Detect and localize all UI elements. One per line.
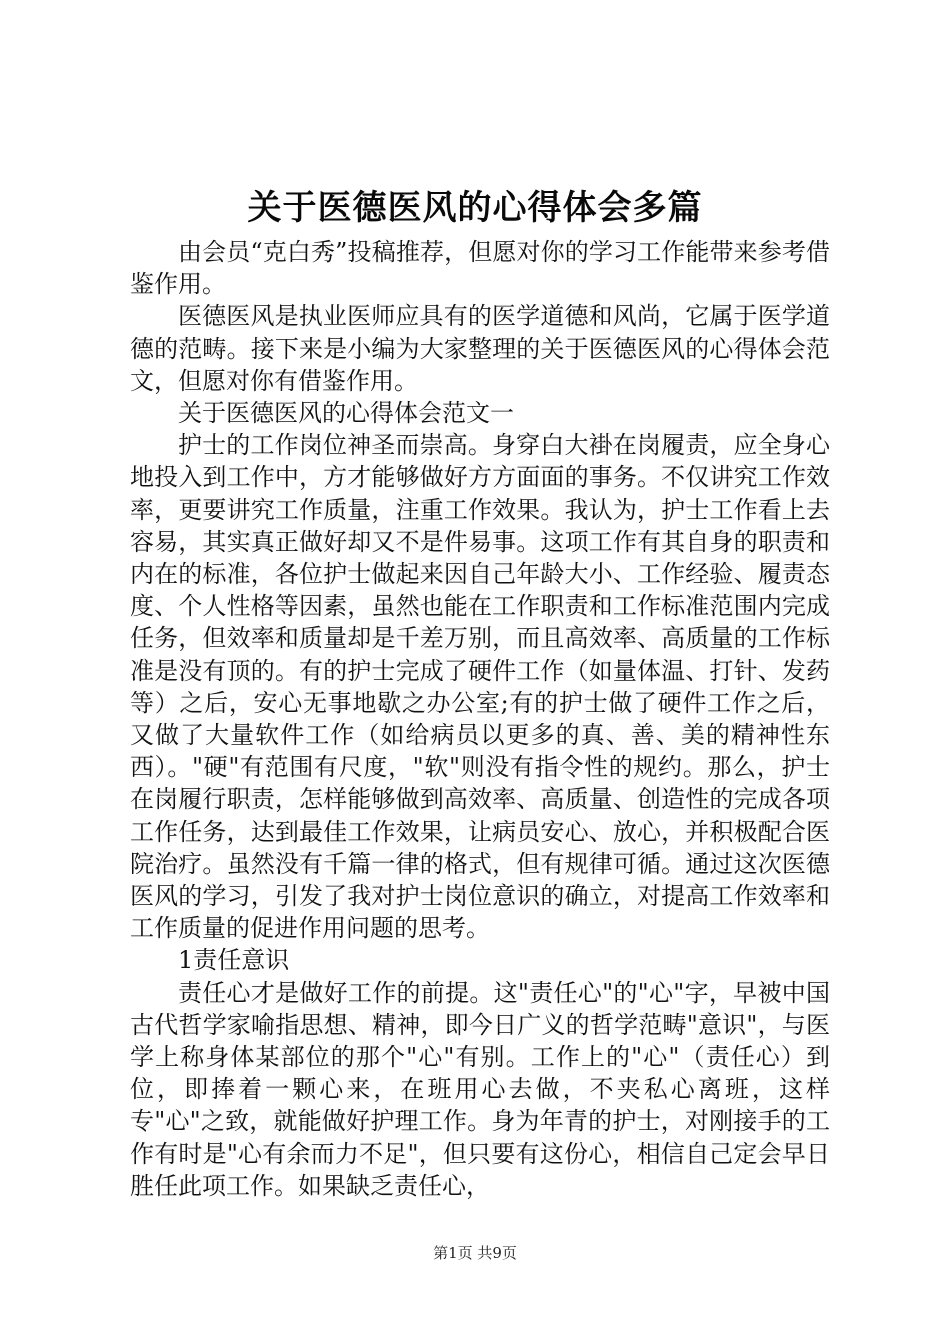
section-heading: 关于医德医风的心得体会范文一	[178, 399, 514, 428]
summary-paragraph: 医德医风是执业医师应具有的医学道德和风尚，它属于医学道德的范畴。接下来是小编为大家整理的关于医德医风的心得体会范文，但愿对你有借鉴作用。	[130, 302, 830, 395]
intro-paragraph: 由会员“克白秀”投稿推荐，但愿对你的学习工作能带来参考借鉴作用。	[130, 238, 830, 299]
subsection-heading: 1责任意识	[178, 946, 290, 975]
document-body	[130, 236, 830, 1202]
page-number: 第1页 共9页	[433, 1244, 517, 1262]
document-title: 关于医德医风的心得体会多篇	[247, 188, 703, 228]
body-paragraph: 责任心才是做好工作的前提。这"责任心"的"心"字，早被中国古代哲学家喻指思想、精神，即今日广义的哲学范畴"意识"，与医学上称身体某部位的那个"心"有别。工作上的"心"（责任心）到位，即捧着一颗心来，在班用心去做，不夹私心离班，这样专"心"之致，就能做好护理工作。身为年青的护士，对刚接手的工作有时是"心有余而力不足"，但只要有这份心，相信自己定会早日胜任此项工作。如果缺乏责任心，	[130, 978, 830, 1200]
body-paragraph: 护士的工作岗位神圣而崇高。身穿白大褂在岗履责，应全身心地投入到工作中，方才能够做好方方面面的事务。不仅讲究工作效率，更要讲究工作质量，注重工作效果。我认为，护士工作看上去容易，其实真正做好却又不是件易事。这项工作有其自身的职责和内在的标准，各位护士做起来因自己年龄大小、工作经验、履责态度、个人性格等因素，虽然也能在工作职责和工作标准范围内完成任务，但效率和质量却是千差万别，而且高效率、高质量的工作标准是没有顶的。有的护士完成了硬件工作（如量体温、打针、发药等）之后，安心无事地歇之办公室;有的护士做了硬件工作之后，又做了大量软件工作（如给病员以更多的真、善、美的精神性东西）。"硬"有范围有尺度，"软"则没有指令性的规约。那么，护士在岗履行职责，怎样能够做到高效率、高质量、创造性的完成各项工作任务，达到最佳工作效果，让病员安心、放心，并积极配合医院治疗。虽然没有千篇一律的格式，但有规律可循。通过这次医德医风的学习，引发了我对护士岗位意识的确立，对提高工作效率和工作质量的促进作用问题的思考。	[130, 431, 830, 943]
